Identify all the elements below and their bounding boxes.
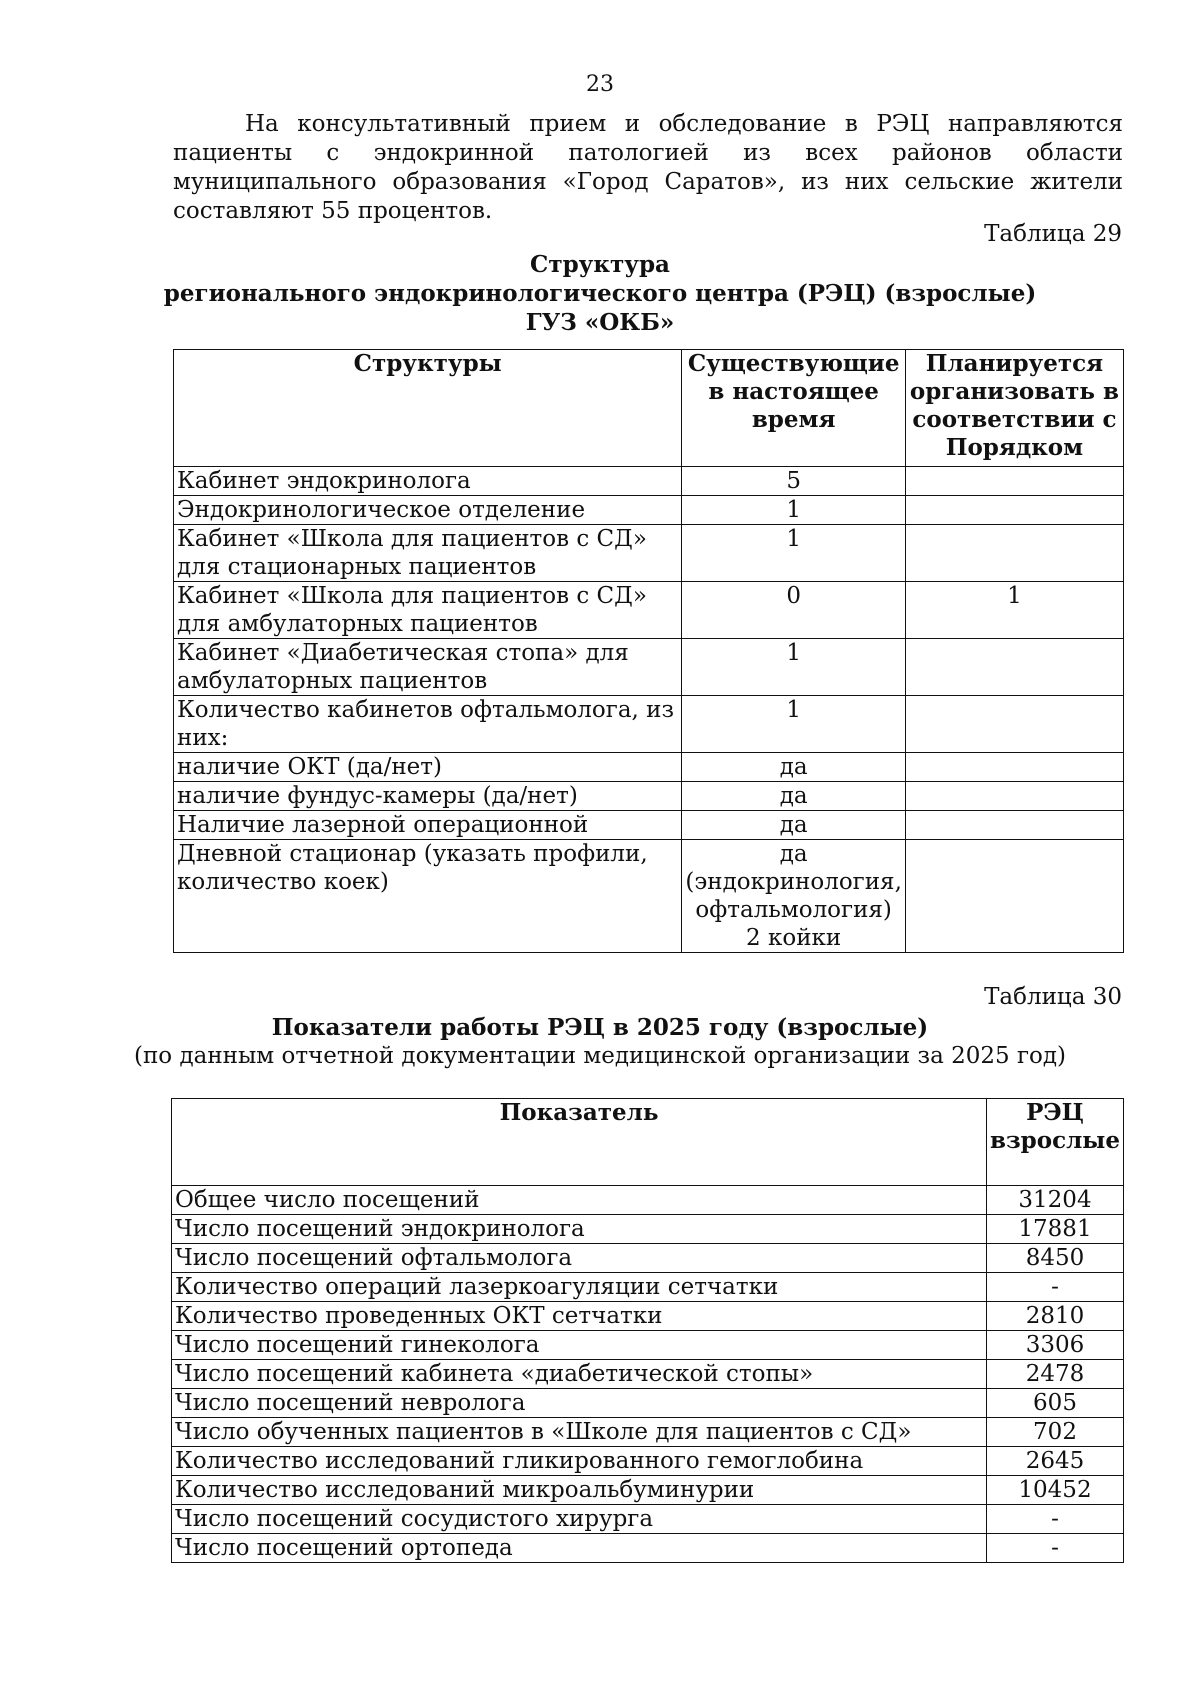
table-row [172,1389,1124,1418]
row-name: наличие ОКТ (да/нет) [174,753,682,782]
table-row [172,1273,1124,1302]
row-name: Число посещений офтальмолога [172,1244,987,1273]
row-name: Число посещений гинеколога [172,1331,987,1360]
row-name: Число посещений эндокринолога [172,1215,987,1244]
row-planned [905,753,1123,782]
table-row [172,1331,1124,1360]
row-value: 2810 [987,1302,1124,1331]
row-planned [905,496,1123,525]
table30-title: Показатели работы РЭЦ в 2025 году (взрослые) [271,1014,929,1041]
row-value: 3306 [987,1331,1124,1360]
row-planned [905,782,1123,811]
table-row [172,1360,1124,1389]
row-name: Кабинет эндокринолога [174,467,682,496]
row-name: Кабинет «Школа для пациентов с СД» для амбулаторных пациентов [174,582,682,639]
row-existing: 1 [682,696,905,753]
intro-paragraph: На консультативный прием и обследование в РЭЦ направляются пациенты с эндокринной патологией из всех районов области муниципального образования «Город Саратов», из них сельские жители составляют 55 процентов. [173,111,1123,224]
row-value: 605 [987,1389,1124,1418]
table-row [174,496,1124,525]
row-planned [905,467,1123,496]
header-planned: Планируется организовать в соответствии с Порядком [905,350,1123,467]
row-existing: 1 [682,496,905,525]
row-value: - [987,1505,1124,1534]
table29-caption: Таблица 29 [984,221,1122,247]
row-planned [905,639,1123,696]
row-existing: 5 [682,467,905,496]
table29-title-line2: регионального эндокринологического центра (РЭЦ) (взрослые) [163,280,1037,307]
row-existing: да [682,782,905,811]
header-rec-adults: РЭЦ взрослые [987,1099,1124,1186]
table29-title-line1: Структура [530,251,670,278]
table-row [174,467,1124,496]
table-row [174,525,1124,582]
table-row [172,1302,1124,1331]
table-row [172,1476,1124,1505]
header-existing: Существующие в настоящее время [682,350,905,467]
row-name: Наличие лазерной операционной [174,811,682,840]
page-number: 23 [586,72,614,97]
row-name: Кабинет «Диабетическая стопа» для амбулаторных пациентов [174,639,682,696]
row-planned [905,840,1123,953]
row-name: Число посещений невролога [172,1389,987,1418]
table-row [172,1534,1124,1563]
row-value: - [987,1273,1124,1302]
row-planned [905,525,1123,582]
table-row [174,753,1124,782]
table-row [174,840,1124,953]
row-name: Количество исследований гликированного гемоглобина [172,1447,987,1476]
row-name: Количество кабинетов офтальмолога, из них: [174,696,682,753]
row-planned [905,811,1123,840]
table-header-row [174,350,1124,467]
indicators-table [171,1098,1124,1563]
row-value: 10452 [987,1476,1124,1505]
row-name: Число посещений сосудистого хирурга [172,1505,987,1534]
row-existing: 1 [682,639,905,696]
table-row [174,696,1124,753]
table-row [172,1244,1124,1273]
row-value: 31204 [987,1186,1124,1215]
row-planned: 1 [905,582,1123,639]
row-name: Количество исследований микроальбуминурии [172,1476,987,1505]
table29-title-line3: ГУЗ «ОКБ» [525,309,675,336]
table-header-row [172,1099,1124,1186]
row-planned [905,696,1123,753]
header-indicator: Показатель [172,1099,987,1186]
header-structures: Структуры [174,350,682,467]
row-value: - [987,1534,1124,1563]
row-name: Кабинет «Школа для пациентов с СД» для стационарных пациентов [174,525,682,582]
table-row [174,811,1124,840]
row-existing: 1 [682,525,905,582]
table-row [172,1215,1124,1244]
table-row [172,1447,1124,1476]
table30-subtitle: (по данным отчетной документации медицинской организации за 2025 год) [133,1043,1067,1069]
structure-table [173,349,1124,953]
row-name: Число посещений кабинета «диабетической стопы» [172,1360,987,1389]
row-value: 8450 [987,1244,1124,1273]
table-row [172,1186,1124,1215]
table-row [174,639,1124,696]
table-row [174,582,1124,639]
row-name: Эндокринологическое отделение [174,496,682,525]
table-row [174,782,1124,811]
row-value: 2478 [987,1360,1124,1389]
row-existing: да [682,811,905,840]
row-existing: да [682,753,905,782]
row-existing: да (эндокринология, офтальмология) 2 койки [682,840,905,953]
row-name: Общее число посещений [172,1186,987,1215]
row-name: Количество операций лазеркоагуляции сетчатки [172,1273,987,1302]
row-value: 702 [987,1418,1124,1447]
table-row [172,1418,1124,1447]
table30-caption: Таблица 30 [984,984,1122,1010]
row-name: наличие фундус-камеры (да/нет) [174,782,682,811]
row-name: Число обученных пациентов в «Школе для пациентов с СД» [172,1418,987,1447]
row-existing: 0 [682,582,905,639]
row-name: Дневной стационар (указать профили, количество коек) [174,840,682,953]
table-row [172,1505,1124,1534]
row-name: Число посещений ортопеда [172,1534,987,1563]
row-value: 2645 [987,1447,1124,1476]
row-value: 17881 [987,1215,1124,1244]
row-name: Количество проведенных ОКТ сетчатки [172,1302,987,1331]
